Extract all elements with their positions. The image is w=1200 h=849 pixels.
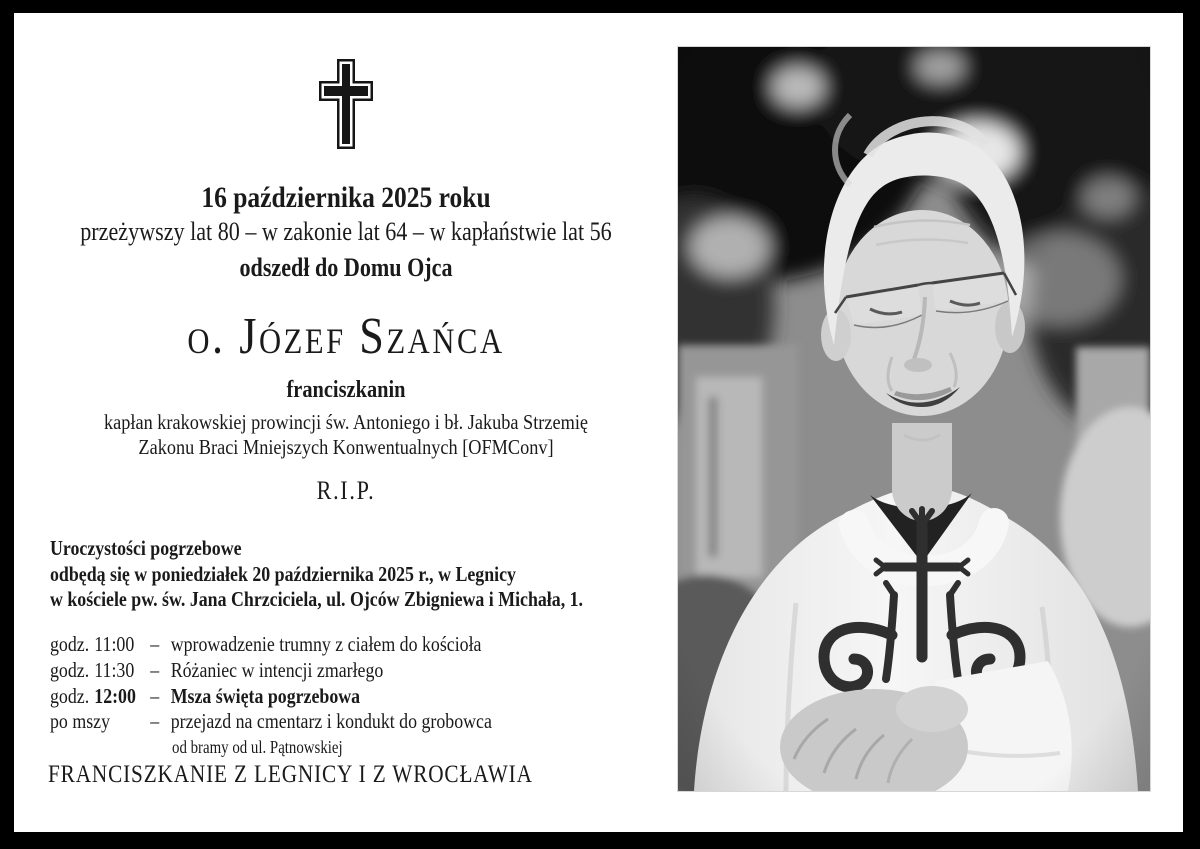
- deceased-name: o. Józef Szańca: [187, 308, 505, 365]
- schedule-event: wprowadzenie trumny z ciałem do kościoła: [170, 632, 482, 656]
- funeral-heading-1: Uroczystości pogrzebowe: [50, 536, 242, 560]
- death-date: 16 października 2025 roku: [201, 181, 491, 214]
- schedule-time-value: 11:00: [94, 632, 135, 656]
- schedule-time-value: 12:00: [94, 683, 136, 708]
- schedule-note: od bramy od ul. Pątnowskiej: [172, 737, 343, 757]
- schedule-dash: –: [150, 683, 160, 708]
- funeral-heading-2: odbędą się w poniedziałek 20 października 2025 r., w Legnicy: [50, 561, 516, 586]
- schedule-time-label: godz.: [50, 632, 90, 656]
- schedule-time-label: godz.: [50, 683, 90, 708]
- signature-line: FRANCISZKANIE Z LEGNICY I Z WROCŁAWIA: [48, 761, 533, 788]
- description-line-1: kapłan krakowskiej prowincji św. Antoniego i bł. Jakuba Strzemię: [103, 410, 589, 434]
- passed-away-line: odszedł do Domu Ojca: [239, 253, 453, 282]
- description-line-2: Zakonu Braci Mniejszych Konwentualnych [OFMConv]: [138, 435, 554, 459]
- schedule-row: [50, 658, 492, 684]
- deceased-photo: [678, 47, 1150, 791]
- schedule-event: przejazd na cmentarz i kondukt do grobowca: [170, 709, 492, 734]
- obituary-card: [14, 13, 1183, 832]
- rip-line: R.I.P.: [316, 476, 376, 505]
- schedule-time-label: po mszy: [50, 709, 110, 734]
- schedule-dash: –: [150, 657, 160, 682]
- schedule-row: [50, 709, 492, 735]
- photo-vignette: [678, 47, 1150, 791]
- obituary-text-column: [14, 13, 678, 832]
- latin-cross-icon: [14, 57, 678, 156]
- schedule-dash: –: [150, 709, 160, 734]
- funeral-heading-3: w kościele pw. św. Jana Chrzciciela, ul. Ojców Zbigniewa i Michała, 1.: [50, 587, 584, 611]
- schedule-time-value: 11:30: [94, 657, 135, 682]
- schedule-event: Msza święta pogrzebowa: [170, 683, 361, 708]
- schedule-time-label: godz.: [50, 657, 90, 682]
- funeral-schedule: [50, 632, 492, 735]
- life-summary: przeżywszy lat 80 – w zakonie lat 64 – w kapłaństwie lat 56: [80, 217, 612, 246]
- schedule-dash: –: [150, 632, 160, 656]
- schedule-row: [50, 632, 492, 658]
- order-title: franciszkanin: [286, 377, 406, 403]
- funeral-announcement: [50, 536, 583, 613]
- schedule-event: Różaniec w intencji zmarłego: [170, 657, 384, 682]
- schedule-row: [50, 684, 492, 710]
